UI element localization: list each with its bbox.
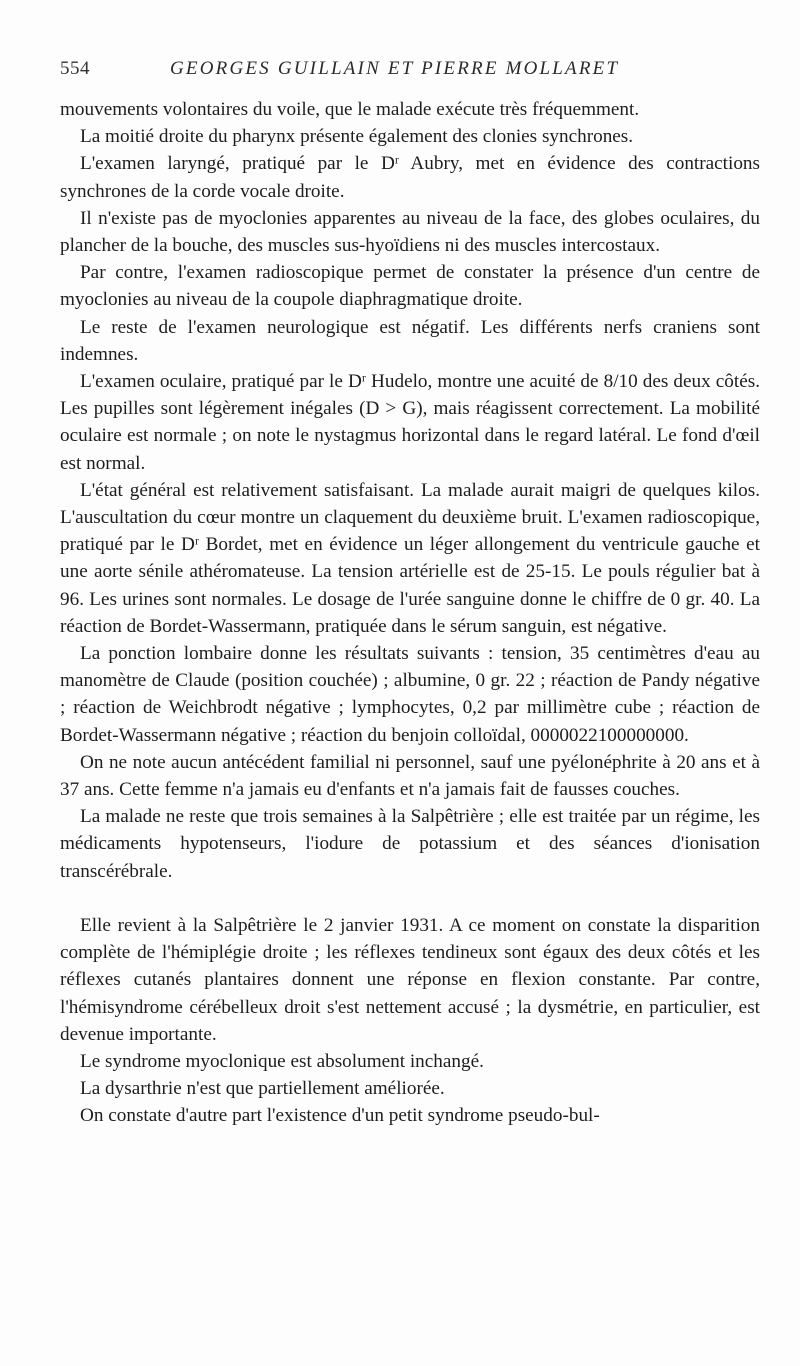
paragraph-5: Par contre, l'examen radioscopique permet de constater la présence d'un centre de myoclonies au niveau de la coupole diaphragmatique droite. [60,262,760,311]
paragraph-12: Elle revient à la Salpêtrière le 2 janvier 1931. A ce moment on constate la disparition complète de l'hémiplégie droite ; les réflexes tendineux sont égaux des deux côtés et les réflexes cutanés plantaires donnent une réponse en flexion constante. Par contre, l'hémisyndrome cérébelleux droit s'est nettement accusé ; la dysmétrie, en particulier, est devenue importante. [60,914,760,1045]
paragraph-15: On constate d'autre part l'existence d'un petit syndrome pseudo-bul- [80,1105,600,1127]
paragraph-11: La malade ne reste que trois semaines à la Salpêtrière ; elle est traitée par un régime, les médicaments hypotenseurs, l'iodure de potassium et des séances d'ionisation transcérébrale. [60,806,760,882]
paragraph-13: Le syndrome myoclonique est absolument inchangé. [80,1050,484,1072]
paragraph-1: mouvements volontaires du voile, que le malade exécute très fréquemment. [60,99,640,120]
page-header [60,58,760,86]
paragraph-10: On ne note aucun antécédent familial ni personnel, sauf une pyélonéphrite à 20 ans et à 37 ans. Cette femme n'a jamais eu d'enfants et n'a jamais fait de fausses couches. [60,751,760,801]
paragraph-9: La ponction lombaire donne les résultats suivants : tension, 35 centimètres d'eau au manomètre de Claude (position couchée) ; albumine, 0 gr. 22 ; réaction de Pandy négative ; réaction de Weichbrodt négative ; lymphocytes, 0,2 par millimètre cube ; réaction de Bordet-Wassermann négative ; réaction du benjoin colloïdal, 0000022100000000. [60,643,760,746]
paragraph-6: Le reste de l'examen neurologique est négatif. Les différents nerfs craniens sont indemnes. [60,316,760,365]
page-number: 554 [60,58,90,79]
paragraph-3: L'examen laryngé, pratiqué par le Dʳ Aubry, met en évidence des contractions synchrones de la corde vocale droite. [60,153,760,202]
running-head: GEORGES GUILLAIN ET PIERRE MOLLARET [170,58,620,79]
paragraph-4: Il n'existe pas de myoclonies apparentes au niveau de la face, des globes oculaires, du plancher de la bouche, des muscles sus-hyoïdiens ni des muscles intercostaux. [60,207,760,257]
paragraph-7: L'examen oculaire, pratiqué par le Dʳ Hudelo, montre une acuité de 8/10 des deux côtés. Les pupilles sont légèrement inégales (D > G), mais réagissent correctement. La mobilité oculaire est normale ; on note le nystagmus horizontal dans le regard latéral. Le fond d'œil est normal. [60,371,760,474]
paragraph-8: L'état général est relativement satisfaisant. La malade aurait maigri de quelques kilos. L'auscultation du cœur montre un claquement du deuxième bruit. L'examen radioscopique, pratiqué par le Dʳ Bordet, met en évidence un léger allongement du ventricule gauche et une aorte sénile athéromateuse. La tension artérielle est de 25-15. Le pouls régulier bat à 96. Les urines sont normales. Le dosage de l'urée sanguine donne le chiffre de 0 gr. 40. La réaction de Bordet-Wassermann, pratiquée dans le sérum sanguin, est négative. [60,479,760,637]
paragraph-2: La moitié droite du pharynx présente également des clonies synchrones. [80,126,634,148]
body-text [60,96,760,1130]
paragraph-14: La dysarthrie n'est que partiellement améliorée. [80,1078,445,1100]
